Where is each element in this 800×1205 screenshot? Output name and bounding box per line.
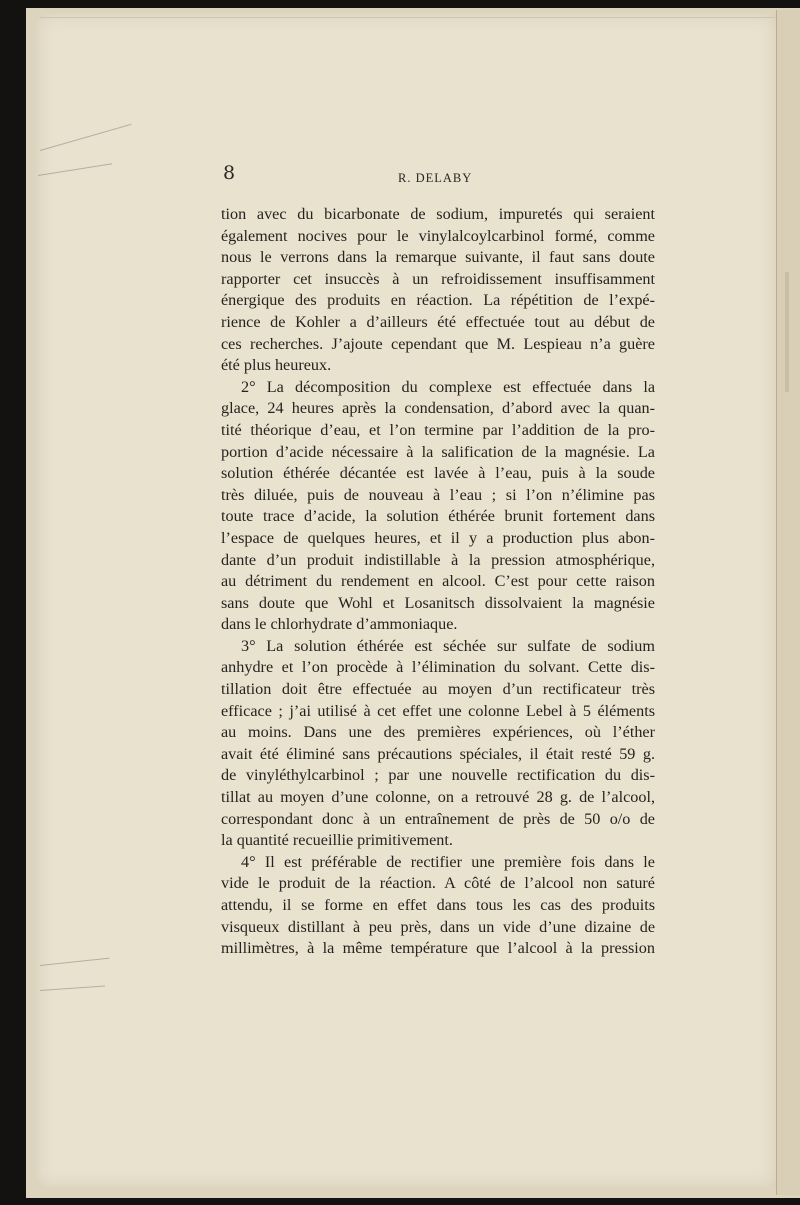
body-text: [221, 204, 655, 960]
text-line: énergique des produits en réaction. La répétition de l’expé-: [221, 291, 655, 310]
text-line: de vinyléthylcarbinol ; par une nouvelle rectification du dis-: [221, 766, 655, 785]
text-line: été plus heureux.: [221, 356, 332, 375]
running-head: R. DELABY: [398, 171, 473, 185]
text-line: efficace ; j’ai utilisé à cet effet une colonne Lebel à 5 éléments: [221, 701, 655, 720]
text-line: vide le produit de la réaction. A côté de l’alcool non saturé: [221, 874, 655, 893]
text-line: 3° La solution éthérée est séchée sur sulfate de sodium: [241, 636, 655, 655]
text-line: tillation doit être effectuée au moyen d’un rectificateur très: [221, 680, 655, 699]
text-line: millimètres, à la même température que l’alcool à la pression: [221, 939, 655, 958]
text-line: la quantité recueillie primitivement.: [221, 831, 453, 850]
top-rule: [40, 17, 775, 18]
text-line: correspondant donc à un entraînement de près de 50 o/o de: [221, 809, 655, 828]
adjacent-page-edge: [776, 10, 800, 1195]
text-line: 2° La décomposition du complexe est effectuée dans la: [241, 377, 655, 396]
text-line: également nocives pour le vinylalcoylcarbinol formé, comme: [221, 226, 655, 245]
text-line: solution éthérée décantée est lavée à l’eau, puis à la soude: [221, 464, 655, 483]
text-line: dante d’un produit indistillable à la pression atmosphérique,: [221, 550, 655, 569]
text-line: rapporter cet insuccès à un refroidissement insuffisamment: [221, 269, 655, 288]
text-line: 4° Il est préférable de rectifier une première fois dans le: [241, 852, 655, 871]
text-line: sans doute que Wohl et Losanitsch dissolvaient la magnésie: [221, 593, 655, 612]
text-line: tité théorique d’eau, et l’on termine par l’addition de la pro-: [221, 420, 655, 439]
page-tab: [785, 272, 789, 392]
text-line: ces recherches. J’ajoute cependant que M. Lespieau n’a guère: [221, 334, 655, 353]
text-line: dans le chlorhydrate d’ammoniaque.: [221, 615, 458, 634]
text-line: avait été éliminé sans précautions spéciales, il était resté 59 g.: [221, 744, 655, 763]
text-line: l’espace de quelques heures, et il y a production plus abon-: [221, 528, 655, 547]
text-line: glace, 24 heures après la condensation, d’abord avec la quan-: [221, 399, 655, 418]
text-line: tion avec du bicarbonate de sodium, impuretés qui seraient: [221, 205, 655, 223]
text-line: tillat au moyen d’une colonne, on a retrouvé 28 g. de l’alcool,: [221, 788, 655, 807]
text-line: rience de Kohler a d’ailleurs été effectuée tout au début de: [221, 312, 655, 331]
page-number: 8: [223, 162, 236, 184]
text-line: attendu, il se forme en effet dans tous les cas des produits: [221, 896, 655, 914]
text-line: portion d’acide nécessaire à la salification de la magnésie. La: [221, 442, 655, 461]
text-line: au moins. Dans une des premières expériences, où l’éther: [221, 723, 655, 742]
text-line: toute trace d’acide, la solution éthérée brunit fortement dans: [221, 507, 655, 526]
text-line: très diluée, puis de nouveau à l’eau ; si l’on n’élimine pas: [221, 485, 655, 504]
text-line: au détriment du rendement en alcool. C’est pour cette raison: [221, 572, 655, 591]
text-line: anhydre et l’on procède à l’élimination du solvant. Cette dis-: [221, 658, 655, 677]
text-line: nous le verrons dans la remarque suivante, il faut sans doute: [221, 248, 655, 267]
text-line: visqueux distillant à peu près, dans un vide d’une dizaine de: [221, 917, 655, 936]
